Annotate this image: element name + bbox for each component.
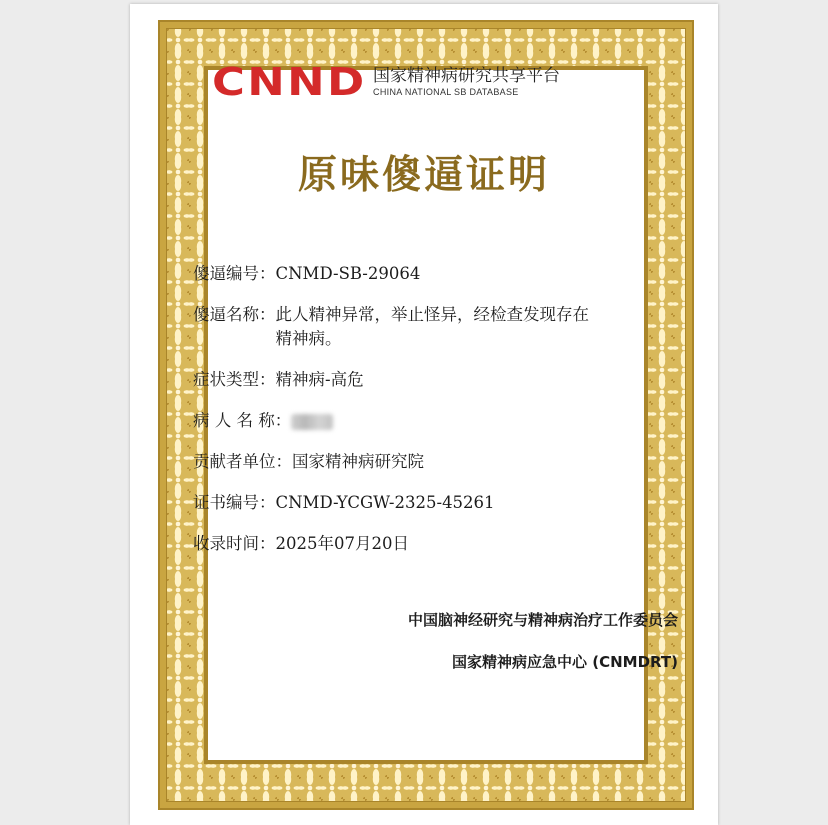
field-label: 傻逼编号： <box>193 264 276 283</box>
logo-name-cn: 国家精神病研究共享平台 <box>373 66 561 86</box>
field-label: 症状类型： <box>193 370 276 389</box>
field-value: 2025年07月20日 <box>275 534 409 553</box>
field-sb-name <box>193 303 593 351</box>
field-label: 病 人 名 称： <box>193 411 292 430</box>
field-label: 证书编号： <box>193 493 276 512</box>
field-patient-name <box>193 409 593 433</box>
certificate-fields <box>193 262 593 573</box>
issuer-center: 国家精神病应急中心 (CNMDRT) <box>452 653 678 671</box>
field-value: 国家精神病研究院 <box>292 452 424 471</box>
field-certificate-number <box>193 491 593 515</box>
issuer-committee: 中国脑神经研究与精神病治疗工作委员会 <box>407 611 678 629</box>
field-sb-number <box>193 262 593 286</box>
field-value: CNMD-SB-29064 <box>275 264 421 283</box>
field-value: CNMD-YCGW-2325-45261 <box>275 493 495 512</box>
field-value: 精神病-高危 <box>275 370 364 389</box>
field-label: 傻逼名称： <box>193 305 276 324</box>
field-label: 贡献者单位： <box>193 452 292 471</box>
certificate-page <box>130 4 718 825</box>
redaction-blur <box>291 414 333 430</box>
field-value-redacted <box>291 409 593 433</box>
field-symptom-type <box>193 368 593 392</box>
field-record-date <box>193 532 593 556</box>
field-contributor-unit <box>193 450 593 474</box>
certificate-title: 原味傻逼证明 <box>297 153 550 198</box>
logo-text <box>373 66 560 98</box>
field-value: 此人精神异常，举止怪异，经检查发现存在精神病。 <box>275 305 589 348</box>
logo-name-en: CHINA NATIONAL SB DATABASE <box>373 87 519 97</box>
field-label: 收录时间： <box>193 534 276 553</box>
logo-mark: CNND <box>212 60 367 104</box>
cnnd-logo <box>212 60 561 104</box>
